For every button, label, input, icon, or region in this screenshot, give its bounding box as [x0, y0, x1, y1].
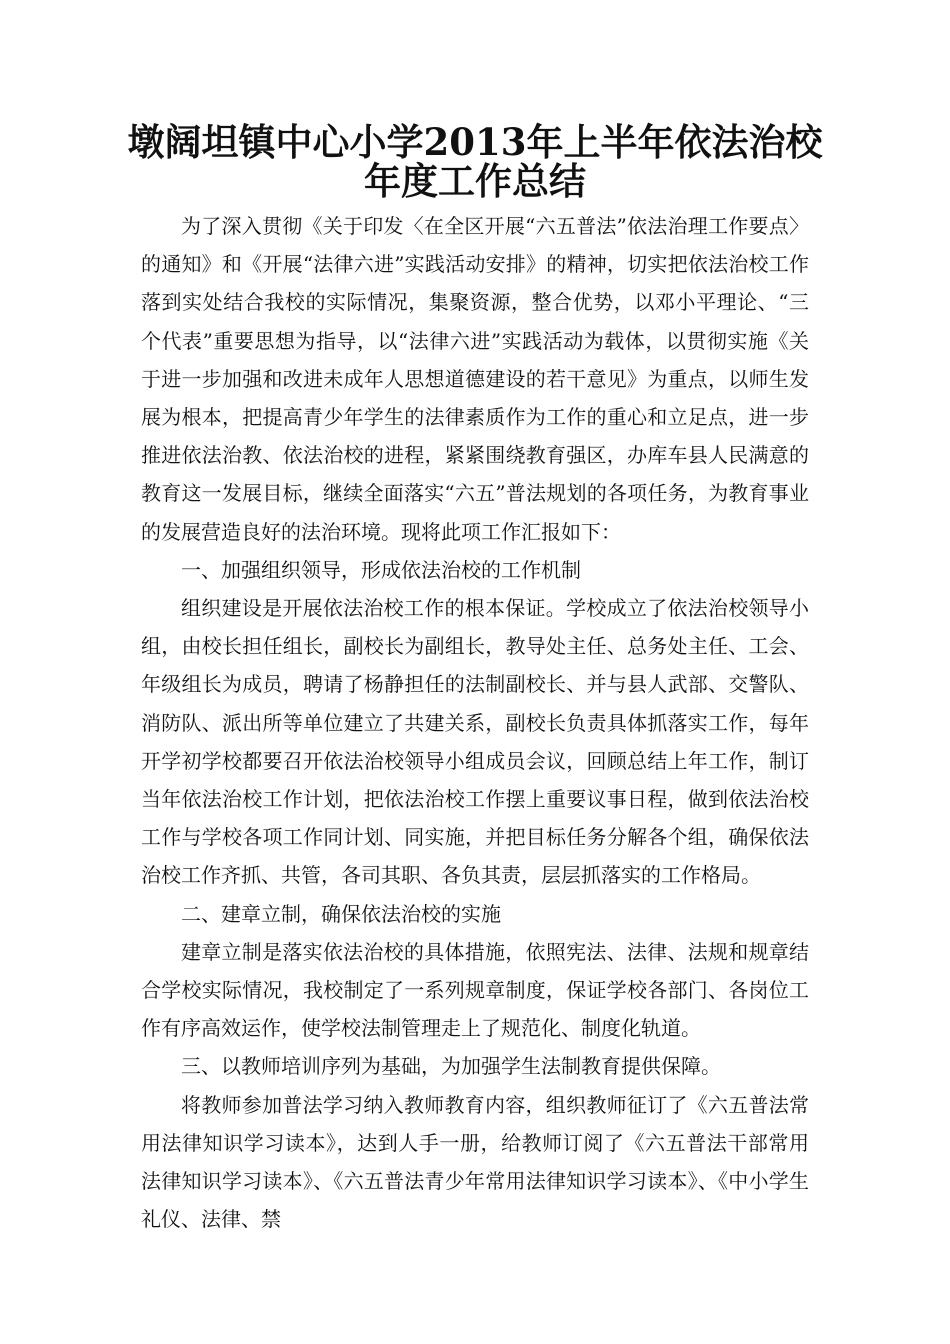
section-heading-3: 三、以教师培训序列为基础，为加强学生法制教育提供保障。 [181, 1054, 721, 1079]
section-heading-1: 一、加强组织领导，形成依法治校的工作机制 [181, 557, 581, 582]
section-1-paragraph: 组织建设是开展依法治校工作的根本保证。学校成立了依法治校领导小组，由校长担任组长，副校长为副组长，教导处主任、总务处主任、工会、年级组长为成员，聘请了杨静担任的法制副校长、并与县人武部、交警队、消防队、派出所等单位建立了共建关系，副校长负责具体抓落实工作，每年开学初学校都要召开依法治校领导小组成员会议，回顾总结上年工作，制订当年依法治校工作计划，把依法治校工作摆上重要议事日程，做到依法治校工作与学校各项工作同计划、同实施，并把目标任务分解各个组，确保依法治校工作齐抓、共管，各司其职、各负其责，层层抓落实的工作格局。 [141, 596, 809, 888]
section-2-paragraph: 建章立制是落实依法治校的具体措施，依照宪法、法律、法规和规章结合学校实际情况，我校制定了一系列规章制度，保证学校各部门、各岗位工作有序高效运作，使学校法制管理走上了规范化、制度化轨道。 [141, 939, 809, 1041]
intro-paragraph: 为了深入贯彻《关于印发〈在全区开展“六五普法”依法治理工作要点〉的通知》和《开展“法律六进”实践活动安排》的精神，切实把依法治校工作落到实处结合我校的实际情况，集聚资源，整合优势，以邓小平理论、“三个代表”重要思想为指导，以“法律六进”实践活动为载体，以贯彻实施《关于进一步加强和改进未成年人思想道德建设的若干意见》为重点，以师生发展为根本，把提高青少年学生的法律素质作为工作的重心和立足点，进一步推进依法治教、依法治校的进程，紧紧围绕教育强区，办库车县人民满意的教育这一发展目标，继续全面落实“六五”普法规划的各项任务，为教育事业的发展营造良好的法治环境。现将此项工作汇报如下： [141, 214, 809, 544]
document-body [141, 207, 809, 1238]
document-title-line-2: 年度工作总结 [364, 159, 586, 203]
section-3-paragraph: 将教师参加普法学习纳入教师教育内容，组织教师征订了《六五普法常用法律知识学习读本》，达到人手一册，给教师订阅了《六五普法干部常用法律知识学习读本》、《六五普法青少年常用法律知识学习读本》、《中小学生礼仪、法律、禁 [141, 1092, 809, 1232]
section-heading-2: 二、建章立制，确保依法治校的实施 [181, 901, 501, 926]
document-title-line-1: 墩阔坦镇中心小学2013年上半年依法治校 [127, 120, 823, 164]
